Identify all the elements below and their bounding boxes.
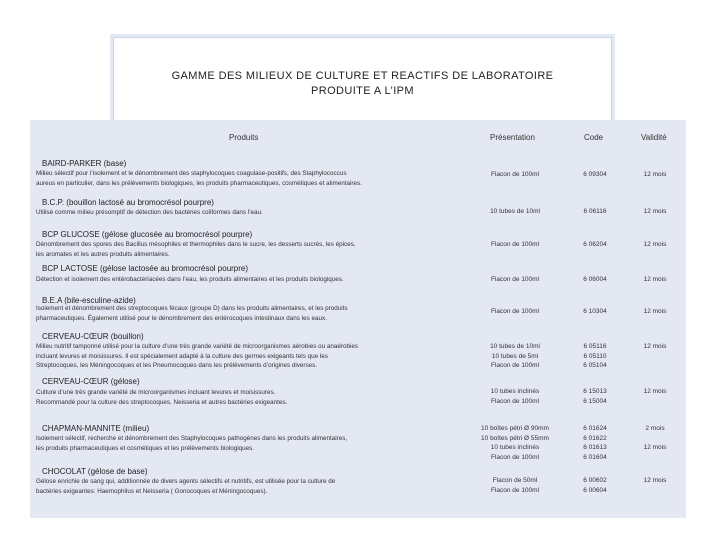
product-name: CERVEAU-CŒUR (gélose) [42, 377, 140, 386]
header-validity: Validité [641, 133, 667, 142]
product-presentation: Flacon de 50ml Flacon de 100ml [490, 477, 540, 494]
product-name: CHOCOLAT (gélose de base) [42, 467, 148, 476]
header-code: Code [584, 133, 604, 142]
product-presentation: 10 boîtes pétri Ø 90mm 10 boîtes pétri Ø 55mm 10 tubes inclinés Flacon de 100ml [481, 425, 549, 461]
product-validity: 12 mois [643, 308, 667, 315]
page-title-line-1: GAMME DES MILIEUX DE CULTURE ET REACTIFS DE LABORATOIRE [171, 70, 554, 82]
page-title-line-2: PRODUITE A L’IPM [311, 85, 414, 97]
product-validity: 12 mois [643, 208, 667, 215]
product-validity: 12 mois [643, 388, 667, 395]
product-code: 6 01624 6 01622 6 01613 6 01604 [583, 425, 607, 461]
product-presentation: Flacon de 100ml [490, 308, 540, 315]
product-code: 6 00602 6 00604 [583, 477, 607, 494]
product-description: Gélose enrichie de sang qui, additionnée de divers agents sélectifs et nutritifs, est utilisée pour la culture de bactéries exigeantes: Haemophilus et Neisseria ( Gonocoques et Méningocoques). [36, 478, 336, 495]
product-validity: 12 mois [643, 241, 667, 248]
product-description: Milieu sélectif pour l’isolement et le dénombrement des staphylocoques coagulase-positifs, des Staphylococcus aureus en particulier, dans les prélèvements biologiques, les produits pharmaceutiques, cosmétiques et alimentaires. [36, 170, 362, 187]
product-code: 6 06004 [583, 276, 607, 283]
product-name: BAIRD-PARKER (base) [42, 159, 127, 168]
product-description: Milieu nutritif tamponné utilisé pour la culture d’une très grande variété de microorganismes aérobies ou anaérobies incluant levures et moisissures. Il est spécialement adapté à la culture des germes exigeants tels que les Streptocoques, les Méningocoques et les Pneumocoques dans les prélèvements d’origines diverses. [36, 343, 359, 369]
product-name: CHAPMAN-MANNITE (milieu) [42, 424, 150, 433]
product-code: 6 06204 [583, 241, 607, 248]
product-description: Détection et isolement des entérobactériacées dans l’eau, les produits alimentaires et les produits biologiques. [36, 276, 344, 283]
product-code: 6 09304 [583, 171, 607, 178]
product-name: CERVEAU-CŒUR (bouillon) [42, 332, 144, 341]
product-code: 6 10304 [583, 308, 607, 315]
product-validity: 12 mois [643, 343, 667, 350]
product-code: 6 06116 [583, 208, 607, 215]
product-presentation: 10 tubes inclinés Flacon de 100ml [490, 388, 540, 405]
product-name: BCP LACTOSE (gélose lactosée au bromocrésol pourpre) [42, 264, 249, 273]
product-code: 6 05116 6 05110 6 05104 [583, 343, 607, 369]
product-description: Utilisé comme milieu présomptif de détection des bactéries coliformes dans l’eau. [36, 209, 263, 216]
product-validity: 12 mois [643, 276, 667, 283]
product-description: Isolement sélectif, recherche et dénombrement des Staphylocoques pathogènes dans les produits alimentaires, les produits pharmaceutiques et cosmétiques et les prélèvements biologiques. [36, 435, 348, 452]
title-box [113, 37, 612, 121]
product-presentation: Flacon de 100ml [490, 276, 540, 283]
product-description: Culture d’une très grande variété de microorganismes incluant levures et moisissures. Recommandé pour la culture des streptocoques, Neisseria et autres bactéries exigeantes. [36, 389, 288, 406]
product-presentation: 10 tubes de 10ml 10 tubes de 5ml Flacon de 100ml [490, 343, 540, 369]
product-validity: 12 mois [643, 477, 667, 484]
product-presentation: Flacon de 100ml [490, 171, 540, 178]
product-name: B.C.P. (bouillon lactosé au bromocrésol pourpre) [42, 198, 214, 207]
product-validity: 2 mois 12 mois [643, 425, 667, 451]
product-description: Isolement et dénombrement des streptocoques fécaux (groupe D) dans les produits alimentaires, et les produits pharmaceutiques. Également utilisé pour le dénombrement des entérocoques intestinaux dans les eaux. [36, 305, 348, 322]
product-presentation: 10 tubes de 10ml [490, 208, 540, 215]
header-presentation: Présentation [490, 133, 535, 142]
product-name: BCP GLUCOSE (gélose glucosée au bromocrésol pourpre) [42, 230, 253, 239]
product-validity: 12 mois [643, 171, 667, 178]
header-products: Produits [229, 133, 259, 142]
product-description: Dénombrement des spores des Bacillus mésophiles et thermophiles dans le sucre, les desserts sucrés, les épices, les aromates et les autres produits alimentaires. [36, 241, 356, 258]
product-code: 6 15013 6 15004 [583, 388, 607, 405]
product-name: B.E.A (bile-esculine-azide) [42, 296, 136, 305]
product-presentation: Flacon de 100ml [490, 241, 540, 248]
